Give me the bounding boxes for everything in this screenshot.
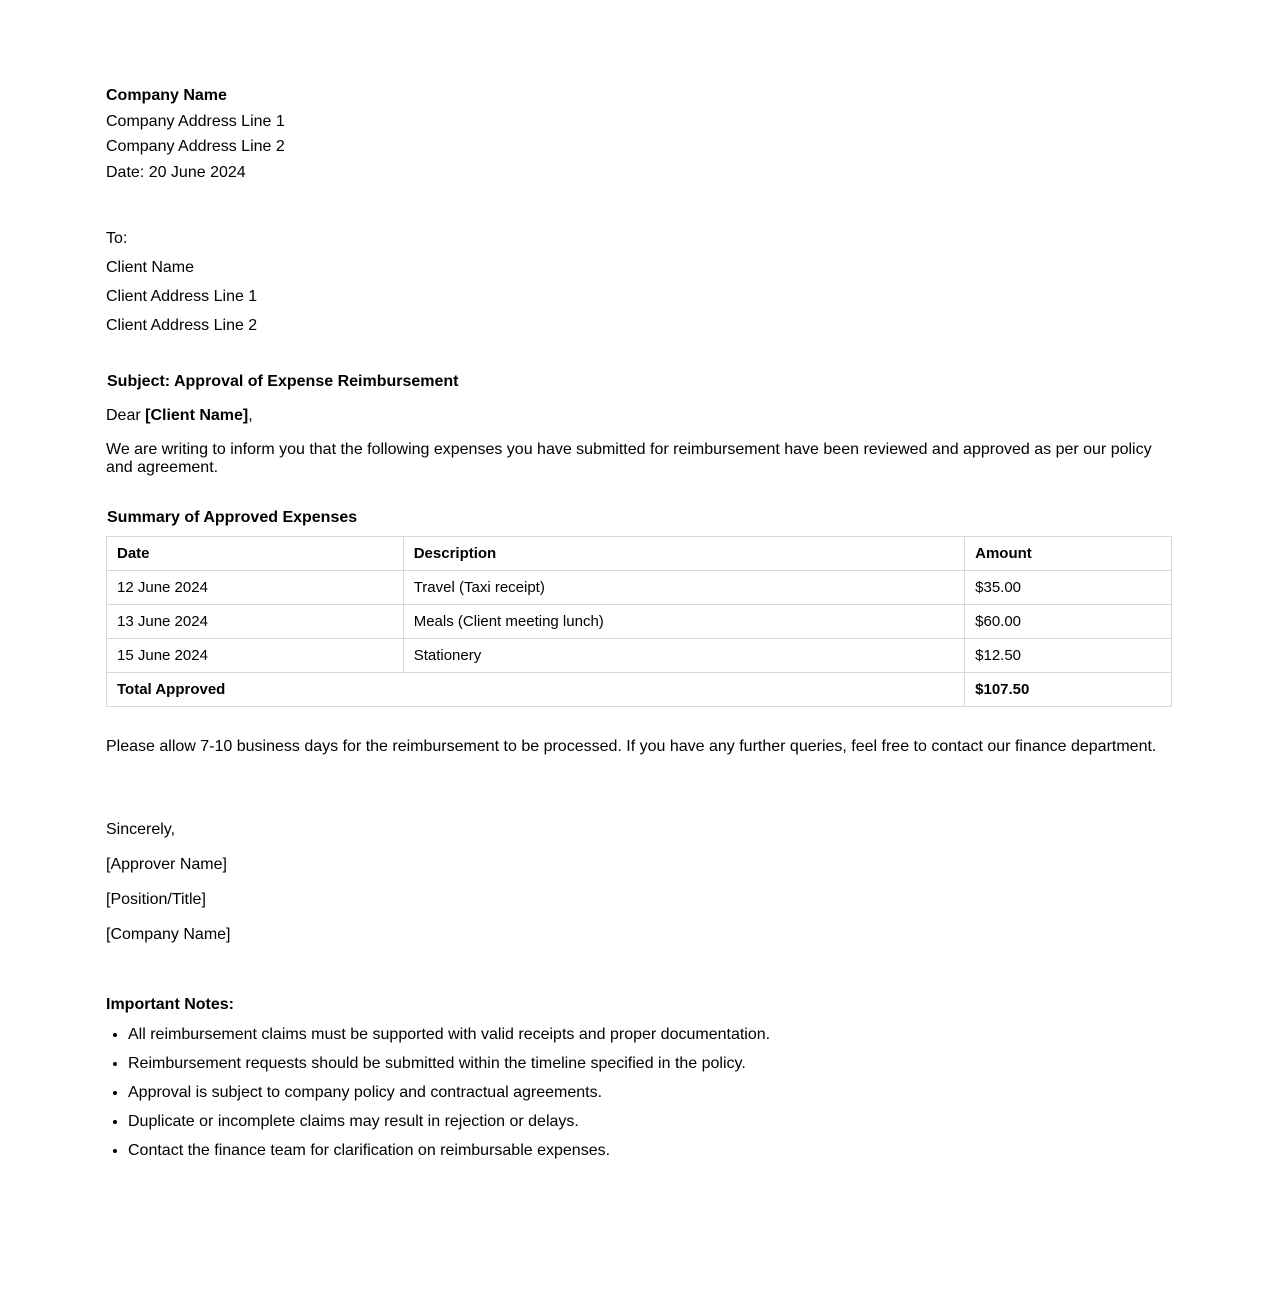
sender-address-line-1: Company Address Line 1 [106,113,285,130]
approver-position: [Position/Title] [106,891,206,908]
salutation-prefix: Dear [106,407,146,424]
cell-date: 13 June 2024 [107,605,404,639]
cell-description: Stationery [403,639,964,673]
total-amount: $107.50 [965,673,1172,707]
notes-heading: Important Notes: [106,996,234,1013]
salutation-name: [Client Name] [145,407,249,424]
salutation-suffix: , [248,407,253,424]
expenses-table [106,536,1172,707]
list-item: • Approval is subject to company policy and contractual agreements. [128,1083,770,1103]
recipient-name: Client Name [106,259,195,276]
cell-amount: $35.00 [965,571,1172,605]
table-total-row [107,673,1172,707]
column-header-description: Description [403,537,964,571]
cell-date: 12 June 2024 [107,571,404,605]
recipient-address-line-1: Client Address Line 1 [106,288,258,305]
recipient-address-line-2: Client Address Line 2 [106,317,258,334]
closing-paragraph: Please allow 7-10 business days for the reimbursement to be processed. If you have any further queries, feel free to contact our finance department. [106,738,1157,755]
to-label: To: [106,230,128,247]
cell-description: Meals (Client meeting lunch) [403,605,964,639]
list-item: • All reimbursement claims must be supported with valid receipts and proper documentation. [128,1025,770,1045]
cell-amount: $60.00 [965,605,1172,639]
column-header-date: Date [107,537,404,571]
total-label: Total Approved [107,673,965,707]
sender-address-line-2: Company Address Line 2 [106,138,285,155]
notes-list [106,1025,770,1170]
cell-description: Travel (Taxi receipt) [403,571,964,605]
list-item: • Reimbursement requests should be submitted within the timeline specified in the policy. [128,1054,770,1074]
letter-date: Date: 20 June 2024 [106,164,246,181]
list-item: • Duplicate or incomplete claims may result in rejection or delays. [128,1112,770,1132]
summary-heading: Summary of Approved Expenses [107,509,358,526]
sender-name: Company Name [106,87,227,104]
table-row [107,605,1172,639]
cell-date: 15 June 2024 [107,639,404,673]
list-item: • Contact the finance team for clarification on reimbursable expenses. [128,1141,770,1161]
cell-amount: $12.50 [965,639,1172,673]
salutation [106,406,253,426]
column-header-amount: Amount [965,537,1172,571]
approver-company: [Company Name] [106,926,231,943]
table-row [107,571,1172,605]
approver-name: [Approver Name] [106,856,227,873]
table-header-row [107,537,1172,571]
subject-line: Subject: Approval of Expense Reimbursement [107,373,459,390]
intro-paragraph: We are writing to inform you that the following expenses you have submitted for reimbursement have been reviewed and approved as per our policy and agreement. [106,441,1152,476]
table-row [107,639,1172,673]
closing-salutation: Sincerely, [106,821,176,838]
